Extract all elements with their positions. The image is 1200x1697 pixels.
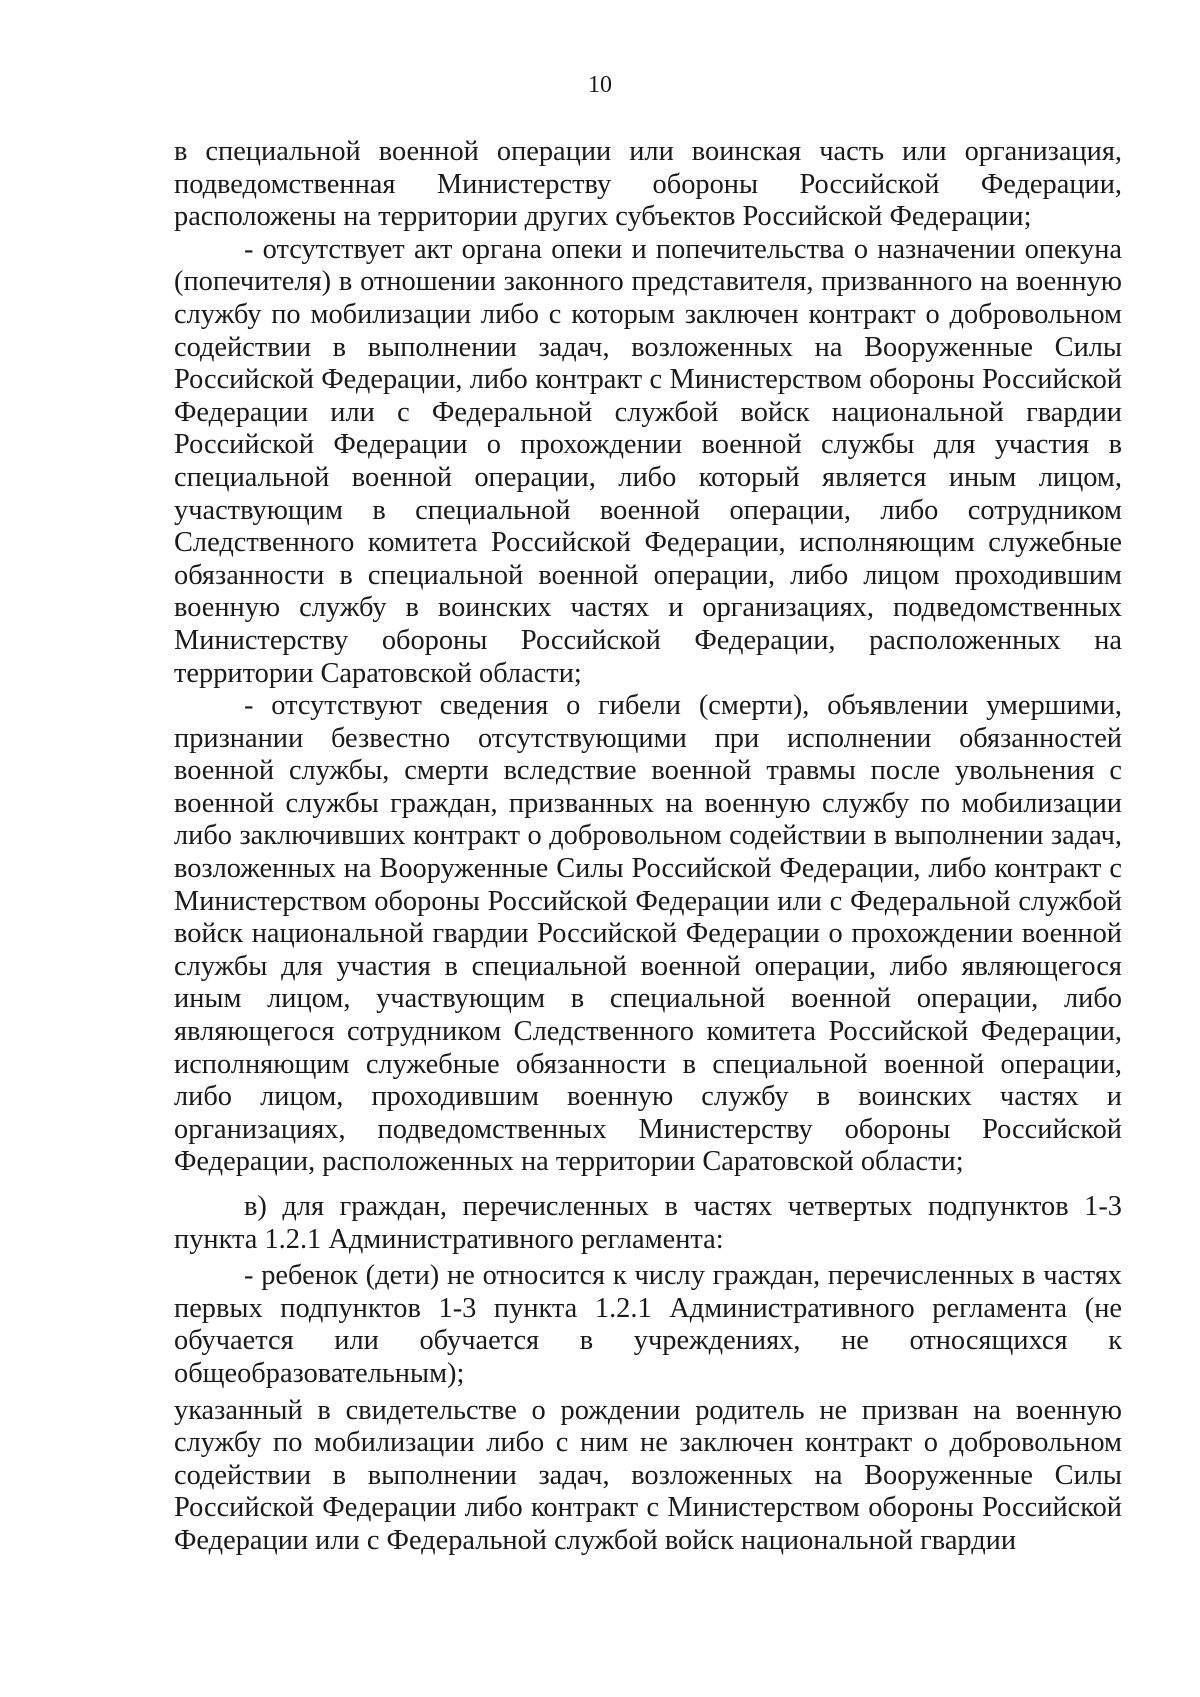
paragraph-death-information: - отсутствуют сведения о гибели (смерти), объявлении умершими, признании безвестно отсутствующими при исполнении обязанностей военной службы, смерти вследствие военной травмы после увольнения с военной службы граждан, призванных на военную службу по мобилизации либо заключивших контракт о добровольном содействии в выполнении задач, возложенных на Вооруженные Силы Российской Федерации, либо контракт с Министерством обороны Российской Федерации или с Федеральной службой войск национальной гвардии Российской Федерации о прохождении военной службы для участия в специальной военной операции, либо являющегося иным лицом, участвующим в специальной военной операции, либо являющегося сотрудником Следственного комитета Российской Федерации, исполняющим служебные обязанности в специальной военной операции, либо лицом, проходившим военную службу в воинских частях и организациях, подведомственных Министерству обороны Российской Федерации, расположенных на территории Саратовской области;	[174, 690, 1122, 1178]
paragraph-item-v: в) для граждан, перечисленных в частях четвертых подпунктов 1-3 пункта 1.2.1 Административного регламента:	[174, 1191, 1122, 1255]
page-number: 10	[588, 72, 612, 98]
paragraph-guardianship-act: - отсутствует акт органа опеки и попечительства о назначении опекуна (попечителя) в отношении законного представителя, призванного на военную службу по мобилизации либо с которым заключен контракт о добровольном содействии в выполнении задач, возложенных на Вооруженные Силы Российской Федерации, либо контракт с Министерством обороны Российской Федерации или с Федеральной службой войск национальной гвардии Российской Федерации о прохождении военной службы для участия в специальной военной операции, либо который является иным лицом, участвующим в специальной военной операции, либо сотрудником Следственного комитета Российской Федерации, исполняющим служебные обязанности в специальной военной операции, либо лицом проходившим военную службу в воинских частях и организациях, подведомственных Министерству обороны Российской Федерации, расположенных на территории Саратовской области;	[174, 233, 1122, 689]
paragraph-child-status: - ребенок (дети) не относится к числу граждан, перечисленных в частях первых подпунктов 1-3 пункта 1.2.1 Административного регламента (не обучается или обучается в учреждениях, не относящихся к общеобразовательным);	[174, 1260, 1122, 1389]
paragraph-parent-status: указанный в свидетельстве о рождении родитель не призван на военную службу по мобилизации либо с ним не заключен контракт о добровольном содействии в выполнении задач, возложенных на Вооруженные Силы Российской Федерации либо контракт с Министерством обороны Российской Федерации или с Федеральной службой войск национальной гвардии	[174, 1394, 1122, 1556]
paragraph-continuation: в специальной военной операции или воинская часть или организация, подведомственная Министерству обороны Российской Федерации, расположены на территории других субъектов Российской Федерации;	[174, 136, 1122, 233]
document-body	[174, 136, 1122, 1558]
